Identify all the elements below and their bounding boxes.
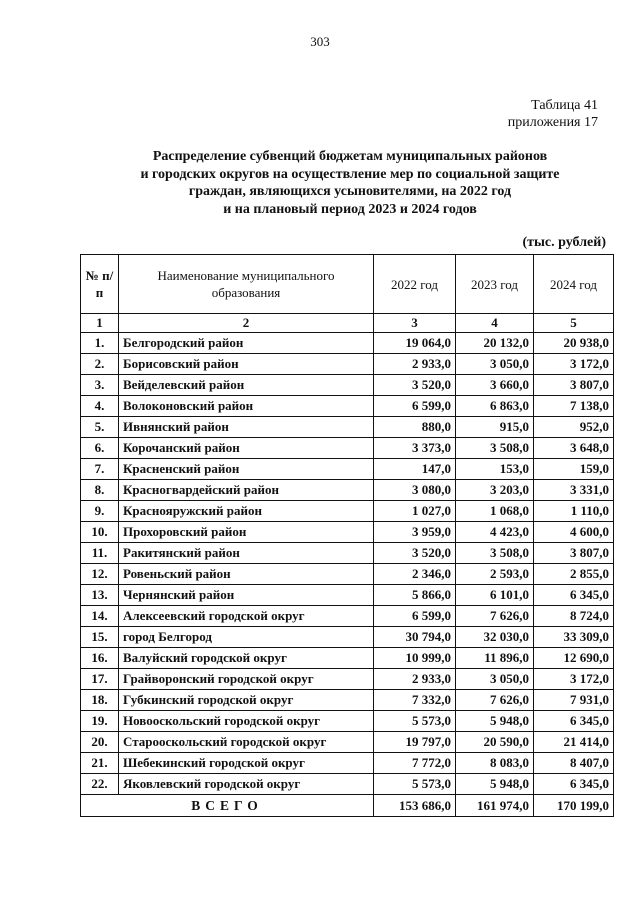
row-value-2023: 5 948,0 bbox=[456, 774, 534, 795]
total-row bbox=[81, 795, 614, 817]
row-number: 11. bbox=[81, 543, 119, 564]
subvention-table bbox=[80, 254, 614, 817]
row-value-2024: 8 724,0 bbox=[534, 606, 614, 627]
row-value-2022: 10 999,0 bbox=[374, 648, 456, 669]
row-value-2022: 19 797,0 bbox=[374, 732, 456, 753]
column-number-row bbox=[81, 314, 614, 333]
table-row bbox=[81, 711, 614, 732]
table-row bbox=[81, 585, 614, 606]
column-number: 1 bbox=[81, 314, 119, 333]
table-row bbox=[81, 774, 614, 795]
title-line4: и на плановый период 2023 и 2024 годов bbox=[223, 201, 477, 217]
row-value-2022: 3 373,0 bbox=[374, 438, 456, 459]
row-value-2024: 6 345,0 bbox=[534, 585, 614, 606]
row-municipality-name: Валуйский городской округ bbox=[119, 648, 374, 669]
row-value-2022: 2 346,0 bbox=[374, 564, 456, 585]
total-2022: 153 686,0 bbox=[374, 795, 456, 817]
row-value-2023: 3 660,0 bbox=[456, 375, 534, 396]
row-municipality-name: Краснояружский район bbox=[119, 501, 374, 522]
row-number: 2. bbox=[81, 354, 119, 375]
row-value-2023: 11 896,0 bbox=[456, 648, 534, 669]
row-value-2023: 3 050,0 bbox=[456, 669, 534, 690]
table-row bbox=[81, 438, 614, 459]
row-municipality-name: Красненский район bbox=[119, 459, 374, 480]
header-2024: 2024 год bbox=[534, 255, 614, 314]
row-value-2024: 3 807,0 bbox=[534, 375, 614, 396]
title-line3: граждан, являющихся усыновителями, на 2022 год bbox=[188, 184, 512, 199]
row-value-2022: 3 959,0 bbox=[374, 522, 456, 543]
row-value-2023: 8 083,0 bbox=[456, 753, 534, 774]
row-value-2023: 7 626,0 bbox=[456, 606, 534, 627]
row-municipality-name: Вейделевский район bbox=[119, 375, 374, 396]
row-value-2023: 7 626,0 bbox=[456, 690, 534, 711]
table-row bbox=[81, 375, 614, 396]
row-value-2023: 20 590,0 bbox=[456, 732, 534, 753]
row-municipality-name: Корочанский район bbox=[119, 438, 374, 459]
table-row bbox=[81, 732, 614, 753]
table-row bbox=[81, 333, 614, 354]
table-row bbox=[81, 501, 614, 522]
row-value-2024: 33 309,0 bbox=[534, 627, 614, 648]
column-number: 5 bbox=[534, 314, 614, 333]
row-value-2023: 153,0 bbox=[456, 459, 534, 480]
row-number: 5. bbox=[81, 417, 119, 438]
row-number: 1. bbox=[81, 333, 119, 354]
row-value-2024: 21 414,0 bbox=[534, 732, 614, 753]
row-number: 14. bbox=[81, 606, 119, 627]
row-value-2024: 20 938,0 bbox=[534, 333, 614, 354]
table-row bbox=[81, 396, 614, 417]
column-number: 4 bbox=[456, 314, 534, 333]
row-value-2024: 2 855,0 bbox=[534, 564, 614, 585]
row-value-2024: 3 331,0 bbox=[534, 480, 614, 501]
row-value-2024: 952,0 bbox=[534, 417, 614, 438]
row-value-2022: 19 064,0 bbox=[374, 333, 456, 354]
row-value-2024: 3 172,0 bbox=[534, 669, 614, 690]
row-value-2022: 7 332,0 bbox=[374, 690, 456, 711]
row-number: 12. bbox=[81, 564, 119, 585]
row-number: 9. bbox=[81, 501, 119, 522]
row-value-2024: 12 690,0 bbox=[534, 648, 614, 669]
table-row bbox=[81, 690, 614, 711]
row-value-2022: 5 573,0 bbox=[374, 711, 456, 732]
row-municipality-name: Грайворонский городской округ bbox=[119, 669, 374, 690]
row-municipality-name: Борисовский район bbox=[119, 354, 374, 375]
header-2022: 2022 год bbox=[374, 255, 456, 314]
row-number: 15. bbox=[81, 627, 119, 648]
row-municipality-name: Белгородский район bbox=[119, 333, 374, 354]
row-value-2022: 2 933,0 bbox=[374, 669, 456, 690]
row-value-2024: 4 600,0 bbox=[534, 522, 614, 543]
row-municipality-name: Ивнянский район bbox=[119, 417, 374, 438]
row-municipality-name: Ракитянский район bbox=[119, 543, 374, 564]
table-reference-line2: приложения 17 bbox=[507, 115, 598, 130]
row-value-2022: 2 933,0 bbox=[374, 354, 456, 375]
table-row bbox=[81, 627, 614, 648]
row-value-2023: 915,0 bbox=[456, 417, 534, 438]
row-value-2022: 5 573,0 bbox=[374, 774, 456, 795]
row-municipality-name: Ровеньский район bbox=[119, 564, 374, 585]
row-number: 17. bbox=[81, 669, 119, 690]
row-municipality-name: город Белгород bbox=[119, 627, 374, 648]
row-value-2024: 6 345,0 bbox=[534, 774, 614, 795]
row-number: 3. bbox=[81, 375, 119, 396]
row-value-2023: 6 101,0 bbox=[456, 585, 534, 606]
row-value-2022: 3 080,0 bbox=[374, 480, 456, 501]
table-row bbox=[81, 480, 614, 501]
row-value-2024: 159,0 bbox=[534, 459, 614, 480]
row-value-2024: 7 138,0 bbox=[534, 396, 614, 417]
row-value-2024: 8 407,0 bbox=[534, 753, 614, 774]
units-label: (тыс. рублей) bbox=[522, 235, 606, 250]
row-number: 19. bbox=[81, 711, 119, 732]
row-value-2022: 147,0 bbox=[374, 459, 456, 480]
table-row bbox=[81, 753, 614, 774]
total-label: ВСЕГО bbox=[81, 795, 374, 817]
row-number: 13. bbox=[81, 585, 119, 606]
table-row bbox=[81, 417, 614, 438]
row-value-2022: 3 520,0 bbox=[374, 375, 456, 396]
row-number: 22. bbox=[81, 774, 119, 795]
row-value-2023: 3 203,0 bbox=[456, 480, 534, 501]
row-value-2022: 30 794,0 bbox=[374, 627, 456, 648]
header-row bbox=[81, 255, 614, 314]
row-value-2023: 6 863,0 bbox=[456, 396, 534, 417]
row-value-2022: 6 599,0 bbox=[374, 606, 456, 627]
row-value-2022: 6 599,0 bbox=[374, 396, 456, 417]
row-value-2023: 3 050,0 bbox=[456, 354, 534, 375]
row-value-2022: 3 520,0 bbox=[374, 543, 456, 564]
table-row bbox=[81, 543, 614, 564]
row-municipality-name: Волоконовский район bbox=[119, 396, 374, 417]
row-municipality-name: Чернянский район bbox=[119, 585, 374, 606]
row-value-2024: 6 345,0 bbox=[534, 711, 614, 732]
row-municipality-name: Старооскольский городской округ bbox=[119, 732, 374, 753]
table-row bbox=[81, 648, 614, 669]
row-municipality-name: Шебекинский городской округ bbox=[119, 753, 374, 774]
header-num: № п/п bbox=[81, 255, 119, 314]
row-municipality-name: Яковлевский городской округ bbox=[119, 774, 374, 795]
row-municipality-name: Губкинский городской округ bbox=[119, 690, 374, 711]
row-value-2023: 4 423,0 bbox=[456, 522, 534, 543]
row-municipality-name: Новооскольский городской округ bbox=[119, 711, 374, 732]
row-number: 4. bbox=[81, 396, 119, 417]
row-number: 7. bbox=[81, 459, 119, 480]
table-row bbox=[81, 606, 614, 627]
row-municipality-name: Алексеевский городской округ bbox=[119, 606, 374, 627]
table-row bbox=[81, 354, 614, 375]
column-number: 2 bbox=[119, 314, 374, 333]
row-value-2023: 3 508,0 bbox=[456, 543, 534, 564]
row-value-2023: 20 132,0 bbox=[456, 333, 534, 354]
row-value-2024: 7 931,0 bbox=[534, 690, 614, 711]
table-row bbox=[81, 459, 614, 480]
page-number: 303 bbox=[310, 34, 330, 49]
row-value-2024: 3 172,0 bbox=[534, 354, 614, 375]
total-2023: 161 974,0 bbox=[456, 795, 534, 817]
row-number: 8. bbox=[81, 480, 119, 501]
row-value-2024: 3 648,0 bbox=[534, 438, 614, 459]
row-value-2023: 3 508,0 bbox=[456, 438, 534, 459]
row-value-2023: 1 068,0 bbox=[456, 501, 534, 522]
row-value-2022: 1 027,0 bbox=[374, 501, 456, 522]
row-value-2024: 3 807,0 bbox=[534, 543, 614, 564]
row-value-2022: 5 866,0 bbox=[374, 585, 456, 606]
header-name: Наименование муниципального образования bbox=[119, 255, 374, 314]
table-reference bbox=[508, 97, 598, 131]
row-value-2023: 5 948,0 bbox=[456, 711, 534, 732]
total-2024: 170 199,0 bbox=[534, 795, 614, 817]
row-number: 6. bbox=[81, 438, 119, 459]
title-line1: Распределение субвенций бюджетам муниципальных районов bbox=[152, 149, 548, 164]
table-row bbox=[81, 669, 614, 690]
column-number: 3 bbox=[374, 314, 456, 333]
row-value-2022: 880,0 bbox=[374, 417, 456, 438]
row-number: 21. bbox=[81, 753, 119, 774]
row-value-2022: 7 772,0 bbox=[374, 753, 456, 774]
table-reference-line1: Таблица 41 bbox=[531, 98, 598, 113]
row-number: 16. bbox=[81, 648, 119, 669]
table-row bbox=[81, 564, 614, 585]
row-number: 10. bbox=[81, 522, 119, 543]
row-municipality-name: Прохоровский район bbox=[119, 522, 374, 543]
header-2023: 2023 год bbox=[456, 255, 534, 314]
title-line2: и городских округов на осуществление мер по социальной защите bbox=[140, 166, 560, 182]
row-number: 18. bbox=[81, 690, 119, 711]
table-row bbox=[81, 522, 614, 543]
row-municipality-name: Красногвардейский район bbox=[119, 480, 374, 501]
row-value-2024: 1 110,0 bbox=[534, 501, 614, 522]
row-value-2023: 32 030,0 bbox=[456, 627, 534, 648]
row-value-2023: 2 593,0 bbox=[456, 564, 534, 585]
document-title bbox=[60, 148, 640, 218]
row-number: 20. bbox=[81, 732, 119, 753]
